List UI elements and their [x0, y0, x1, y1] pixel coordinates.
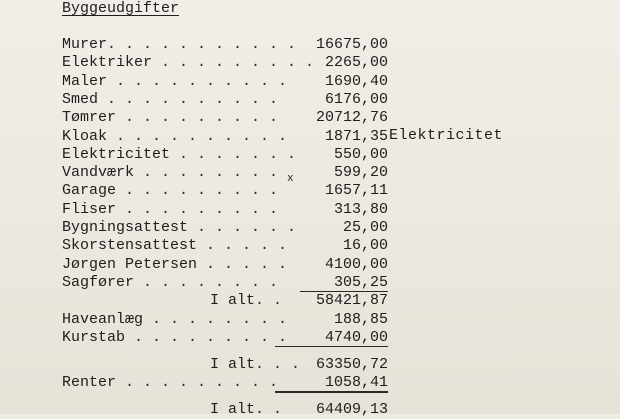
interest-row-label: Renter	[62, 374, 117, 392]
expense-row-amount: 4100,00	[324, 255, 388, 273]
expense-row-leader-dots: . . . . .	[197, 255, 288, 273]
total-row-3-leader-dots: . .	[255, 400, 283, 418]
document-title: Byggeudgifter	[62, 0, 180, 17]
expense-row-leader-dots: . . . . . . . . .	[116, 182, 279, 200]
expense-row-label: Sagfører	[62, 273, 135, 291]
interest-row-amount: 1058,41	[324, 374, 388, 392]
expense-row-amount: 20712,76	[315, 109, 388, 127]
expense-row	[0, 182, 620, 200]
expense-row-label: Jørgen Petersen	[62, 255, 198, 273]
expense-row	[0, 146, 620, 164]
expense-row-amount: 25,00	[342, 219, 388, 236]
expense-row-amount: 6176,00	[324, 90, 388, 108]
expense-row-amount: 305,25	[333, 273, 388, 291]
expense-row-leader-dots: . . . . . . . . . .	[107, 72, 288, 90]
total-row-3-label: I alt	[210, 400, 256, 418]
interest-row	[0, 374, 620, 392]
expense-row-label: Elektriker	[62, 54, 153, 72]
expense-row	[0, 329, 620, 347]
expense-row-leader-dots: . . . . . . . . . .	[98, 90, 279, 108]
expense-row-label: Kloak	[62, 127, 108, 145]
expense-row-label: Murer	[62, 36, 108, 53]
expense-row-leader-dots: . . . . . . . . .	[116, 200, 279, 218]
expense-row-label: Maler	[62, 72, 108, 90]
expense-row-leader-dots: . . . . . . . . .	[125, 328, 288, 346]
total-row-3	[0, 401, 620, 419]
subtotal-rule-2	[275, 346, 388, 348]
expense-row-label: Kurstab	[62, 328, 126, 346]
expense-row-amount: 2265,00	[324, 54, 388, 72]
subtotal-rule-3	[275, 391, 388, 393]
expense-row-leader-dots: . . . . . . . . . .	[107, 127, 288, 145]
expense-row-amount: 550,00	[333, 145, 388, 163]
total-row-2	[0, 356, 620, 374]
expense-row-amount: 16,00	[342, 237, 388, 255]
interest-row-leader-dots: . . . . . . . . .	[116, 374, 279, 392]
total-row-2-label: I alt	[210, 356, 256, 374]
expense-row-label: Vandværk	[62, 164, 135, 182]
expense-row-label: Garage	[62, 182, 117, 200]
expense-row-leader-dots: . . . . .	[197, 237, 288, 255]
total-row-2-amount: 63350,72	[315, 356, 388, 374]
expense-row	[0, 311, 620, 329]
expense-row-amount: 599,20	[333, 164, 388, 182]
expense-row-amount: 1690,40	[324, 72, 388, 90]
expense-row-label: Fliser	[62, 200, 117, 218]
expense-row-leader-dots: . . . . . . .	[170, 145, 297, 163]
expense-row-amount: 188,85	[333, 310, 388, 328]
expense-row-leader-dots: . . . . . . . .	[134, 273, 279, 291]
total-row-2-leader-dots: . . .	[255, 356, 301, 374]
expense-row-amount: 4740,00	[324, 328, 388, 346]
expense-row-amount: 1871,35	[324, 127, 388, 145]
expense-row-leader-dots: . . . . . . . . . . .	[107, 36, 297, 53]
expense-row-leader-dots: . . . . . . . .	[143, 310, 288, 328]
total-row-1-leader-dots: . .	[255, 292, 283, 310]
overstruck-margin-note: Elektricitet	[389, 127, 504, 144]
expense-row	[0, 219, 620, 237]
expense-row-leader-dots: . . . . . .	[188, 219, 297, 236]
total-row-3-amount: 64409,13	[315, 400, 388, 418]
expense-row-amount: 313,80	[333, 200, 388, 218]
expense-row-amount: 1657,11	[324, 182, 388, 200]
expense-row	[0, 256, 620, 274]
expense-row	[0, 128, 620, 146]
expense-row	[0, 91, 620, 109]
expense-row-label: Haveanlæg	[62, 310, 144, 328]
expense-row	[0, 237, 620, 255]
expense-row-label: Elektricitet	[62, 145, 171, 163]
expense-row	[0, 73, 620, 91]
expense-row	[0, 201, 620, 219]
small-typed-mark: x	[287, 173, 294, 185]
expense-row-amount: 16675,00	[315, 36, 388, 53]
expense-row-leader-dots: . . . . . . . . .	[152, 54, 315, 72]
expense-row-label: Smed	[62, 90, 99, 108]
expense-row	[0, 36, 620, 54]
expense-row-leader-dots: . . . . . . . . .	[116, 109, 279, 127]
expense-row-leader-dots: . . . . . . . .	[134, 164, 279, 182]
total-row-1-amount: 58421,87	[315, 292, 388, 310]
total-row-1-label: I alt	[210, 292, 256, 310]
expense-row-label: Bygningsattest	[62, 219, 189, 236]
expense-row-label: Skorstensattest	[62, 237, 198, 255]
expense-row	[0, 109, 620, 127]
total-row-1	[0, 292, 620, 310]
expense-row	[0, 164, 620, 182]
expense-row	[0, 54, 620, 72]
expense-row-label: Tømrer	[62, 109, 117, 127]
expense-row	[0, 274, 620, 292]
